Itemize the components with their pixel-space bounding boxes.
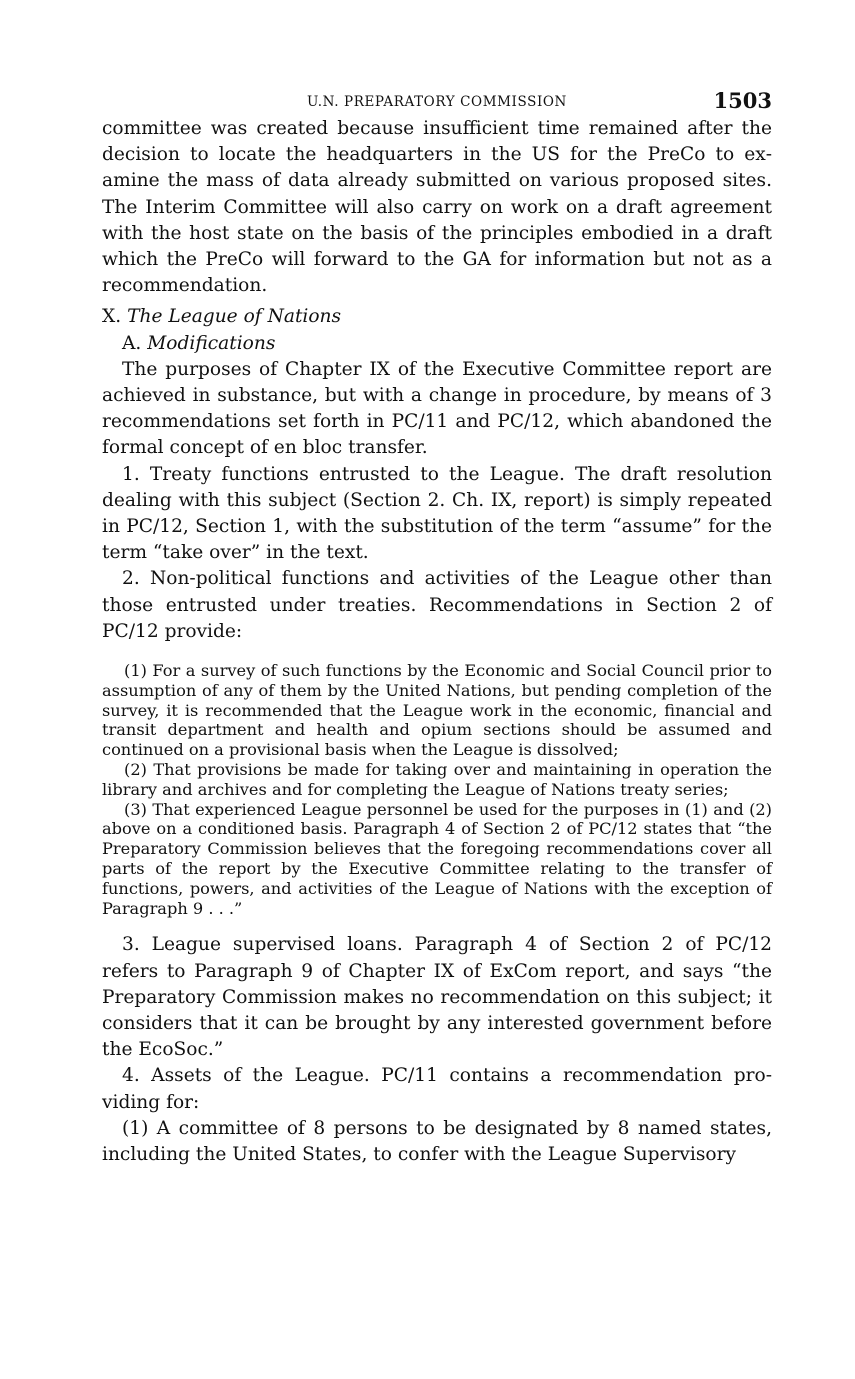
paragraph-committee-of-8: (1) A committee of 8 persons to be designated by 8 named states, including the United States, to confer with the League Supervisory xyxy=(102,1117,772,1166)
paragraph-non-political-functions: 2. Non-political functions and activities of the League other than those entrusted under treaties. Recommendations in Section 2 of PC/12 provide: xyxy=(102,568,772,642)
subsection-heading-a xyxy=(102,331,772,357)
subsection-letter: A. xyxy=(122,332,142,354)
section-number: X. xyxy=(102,306,122,328)
section-title: The League of Nations xyxy=(127,306,342,328)
recommendation-3: (3) That experienced League personnel be used for the purposes in (1) and (2) above on a conditioned basis. Paragraph 4 of Section 2 of PC/12 states that “the Preparatory Commission believes that the foregoing recommendations cover all parts of the report by the Executive Committee relating to the transfer of functions, powers, and activities of the League of Nations with the exception of Paragraph 9 . . .” xyxy=(102,799,772,918)
subsection-title: Modifications xyxy=(147,332,276,354)
paragraph-interim-committee: committee was created because insufficient time remained after the decision to locate the headquarters in the US for the PreCo to examine the mass of data already submitted on various proposed sites. The Interim Committee will also carry on work on a draft agreement with the host state on the basis of the principles embodied in a draft which the PreCo will forward to the GA for information but not as a recommendation. xyxy=(102,118,772,297)
section-heading-x xyxy=(102,304,772,330)
recommendation-2: (2) That provisions be made for taking over and maintaining in operation the library and archives and for completing the League of Nations treaty series; xyxy=(102,760,772,799)
paragraph-purposes: The purposes of Chapter IX of the Executive Committee report are achieved in substance, but with a change in procedure, by means of 3 recommendations set forth in PC/11 and PC/12, which abandoned the formal concept of en bloc transfer. xyxy=(102,358,772,459)
paragraph-assets: 4. Assets of the League. PC/11 contains a recommendation providing for: xyxy=(102,1065,772,1113)
running-head: U.N. PREPARATORY COMMISSION xyxy=(307,94,567,110)
document-page xyxy=(102,86,772,1168)
page-header xyxy=(102,86,772,116)
recommendation-1: (1) For a survey of such functions by the Economic and Social Council prior to assumption of any of them by the United Nations, but pending completion of the survey, it is recommended that the League work in the economic, financial and transit department and health and opium sections should be assumed and continued on a provisional basis when the League is dissolved; xyxy=(102,661,772,760)
page-number: 1503 xyxy=(713,88,772,113)
recommendations-block xyxy=(102,661,772,918)
paragraph-supervised-loans: 3. League supervised loans. Paragraph 4 of Section 2 of PC/12 refers to Paragraph 9 of Chapter IX of ExCom report, and says “the Preparatory Commission makes no recommendation on this subject; it considers that it can be brought by any interested government before the EcoSoc.” xyxy=(102,934,772,1061)
paragraph-treaty-functions: 1. Treaty functions entrusted to the League. The draft resolution dealing with this subject (Section 2. Ch. IX, report) is simply repeated in PC/12, Section 1, with the substitution of the term “assume” for the term “take over” in the text. xyxy=(102,463,772,564)
